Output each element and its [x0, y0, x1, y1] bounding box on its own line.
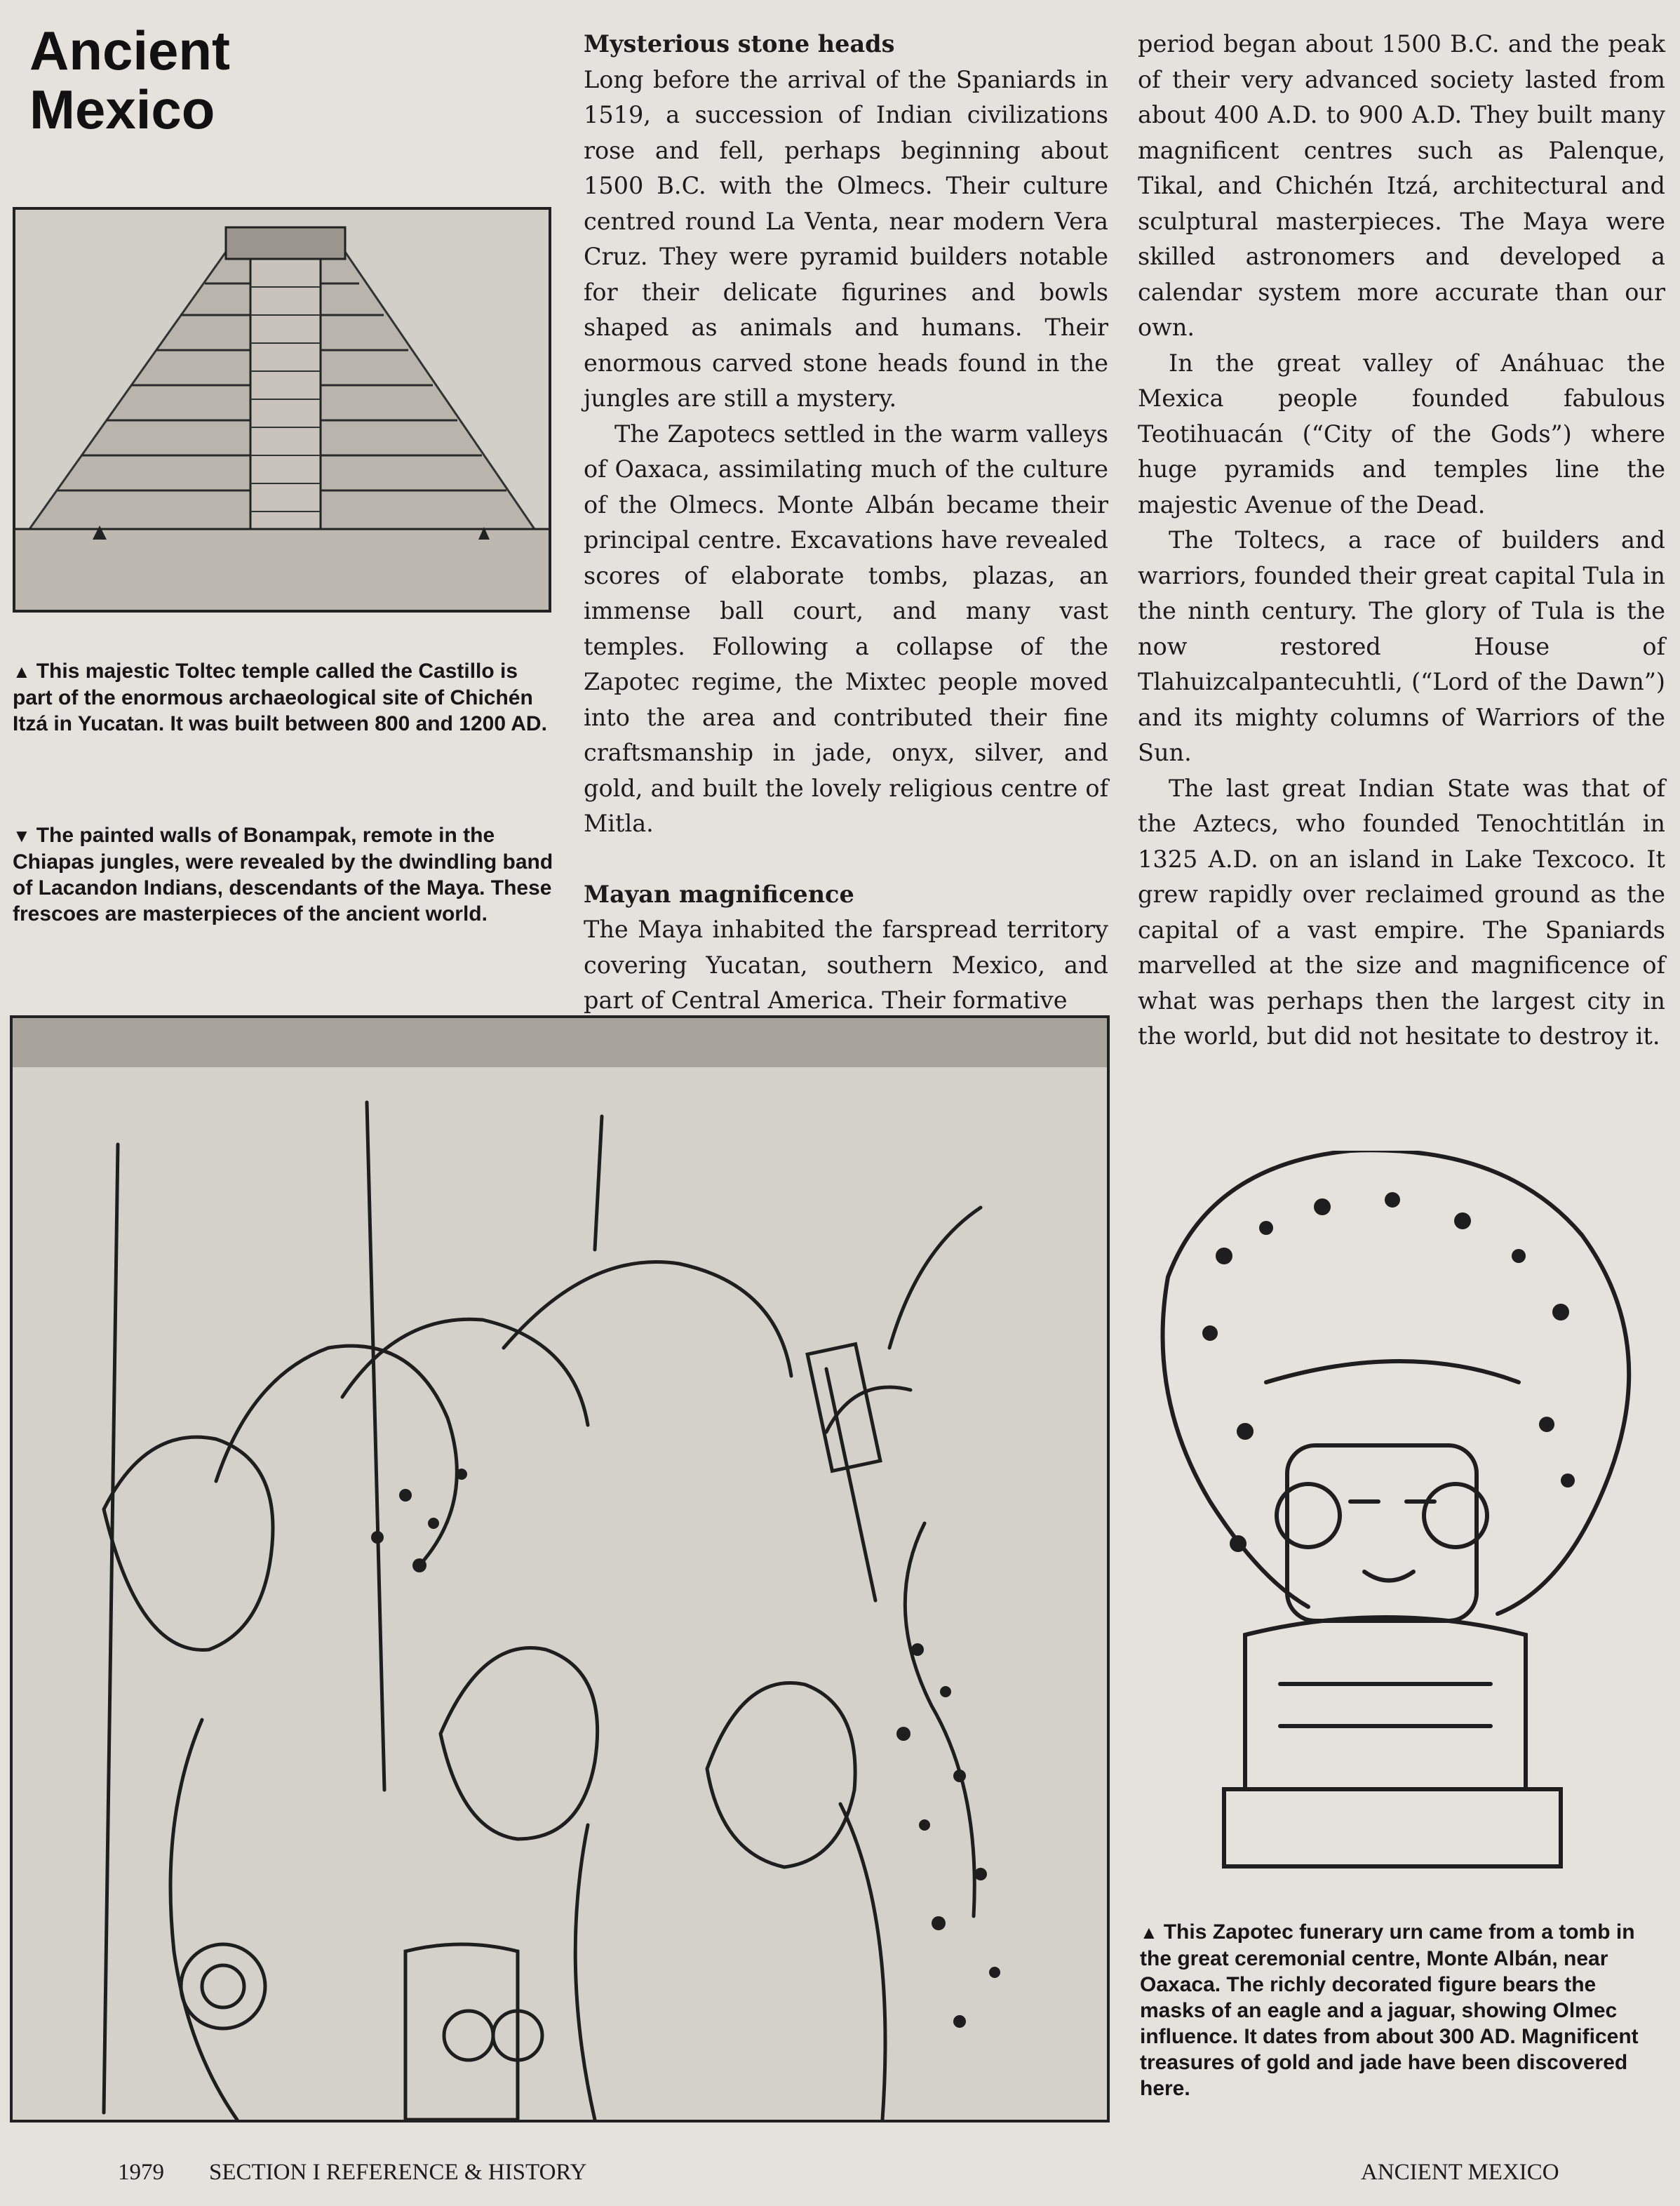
running-title: ANCIENT MEXICO — [1361, 2160, 1559, 2185]
title-line-2: Mexico — [29, 79, 215, 140]
page-title — [29, 21, 296, 139]
paragraph: The Toltecs, a race of builders and warriors, founded their great capital Tula in the ninth century. The glory of Tula is the now restored House of Tlahuizcalpantecuhtli, (“Lord of the Dawn”) and its mighty columns of Warriors of the Sun. — [1138, 526, 1665, 766]
urn-drawing — [1140, 1151, 1652, 1894]
paragraph: The Maya inhabited the farspread territory covering Yucatan, southern Mexico, and part of Central America. Their formative — [584, 916, 1108, 1014]
article-column-2 — [1138, 27, 1665, 1055]
title-line-1: Ancient — [29, 20, 231, 81]
page-number: 1979 — [118, 2160, 164, 2185]
temple-illustration — [13, 207, 551, 613]
urn-caption — [1140, 1919, 1659, 2101]
temple-caption-text: This majestic Toltec temple called the Castillo is part of the enormous archaeological site of Chichén Itzá in Yucatan. It was built between 800 and 1200 AD. — [13, 660, 547, 735]
triangle-up-icon: ▲ — [1140, 1922, 1158, 1943]
paragraph: The Zapotecs settled in the warm valleys of Oaxaca, assimilating much of the culture of the Olmecs. Monte Albán became their principal centre. Excavations have revealed scores of elaborate tombs, plazas, an immense ball court, and many vast temples. Following a collapse of the Zapotec regime, the Mixtec people moved into the area and contributed their fine craftsmanship in jade, onyx, silver, and gold, and built the lovely religious centre of Mitla. — [584, 420, 1108, 837]
section-label: SECTION I REFERENCE & HISTORY — [209, 2160, 587, 2185]
temple-drawing — [15, 210, 549, 610]
paragraph: In the great valley of Anáhuac the Mexica people founded fabulous Teotihuacán (“City of the Gods”) where huge pyramids and temples line the majestic Avenue of the Dead. — [1138, 349, 1665, 519]
fresco-caption — [13, 822, 560, 927]
fresco-drawing — [13, 1018, 1107, 2120]
paragraph: period began about 1500 B.C. and the peak of their very advanced society lasted from about 400 A.D. to 900 A.D. They built many magnificent centres such as Palenque, Tikal, and Chichén Itzá, architectural and sculptural masterpieces. The Maya were skilled astronomers and developed a calendar system more accurate than our own. — [1138, 30, 1665, 341]
triangle-down-icon: ▼ — [13, 825, 31, 846]
paragraph: The last great Indian State was that of the Aztecs, who founded Tenochtitlán in 1325 A.D. on an island in Lake Texcoco. It grew rapidly over reclaimed ground as the capital of a vast empire. The Spaniards marvelled at the size and magnificence of what was perhaps then the largest city in the world, but did not hesitate to destroy it. — [1138, 774, 1665, 1050]
urn-caption-text: This Zapotec funerary urn came from a tomb in the great ceremonial centre, Monte Albán, near Oaxaca. The richly decorated figure bears the masks of an eagle and a jaguar, showing Olmec influence. It dates from about 300 AD. Magnificent treasures of gold and jade have been discovered here. — [1140, 1920, 1639, 2100]
bonampak-fresco-illustration — [10, 1015, 1110, 2123]
fresco-caption-text: The painted walls of Bonampak, remote in the Chiapas jungles, were revealed by the dwindling band of Lacandon Indians, descendants of the Maya. These frescoes are masterpieces of the ancient world. — [13, 824, 553, 925]
temple-caption — [13, 658, 560, 737]
zapotec-urn-illustration — [1140, 1151, 1652, 1894]
paragraph: Long before the arrival of the Spaniards in 1519, a succession of Indian civilizations rose and fell, perhaps beginning about 1500 B.C. with the Olmecs. Their culture centred round La Venta, near modern Vera Cruz. They were pyramid builders notable for their delicate figurines and bowls shaped as animals and humans. Their enormous carved stone heads found in the jungles are still a mystery. — [584, 65, 1108, 412]
article-column-1 — [584, 27, 1108, 1019]
section-heading-stone-heads: Mysterious stone heads — [584, 30, 895, 58]
section-heading-mayan: Mayan magnificence — [584, 880, 854, 908]
triangle-up-icon: ▲ — [13, 661, 31, 682]
